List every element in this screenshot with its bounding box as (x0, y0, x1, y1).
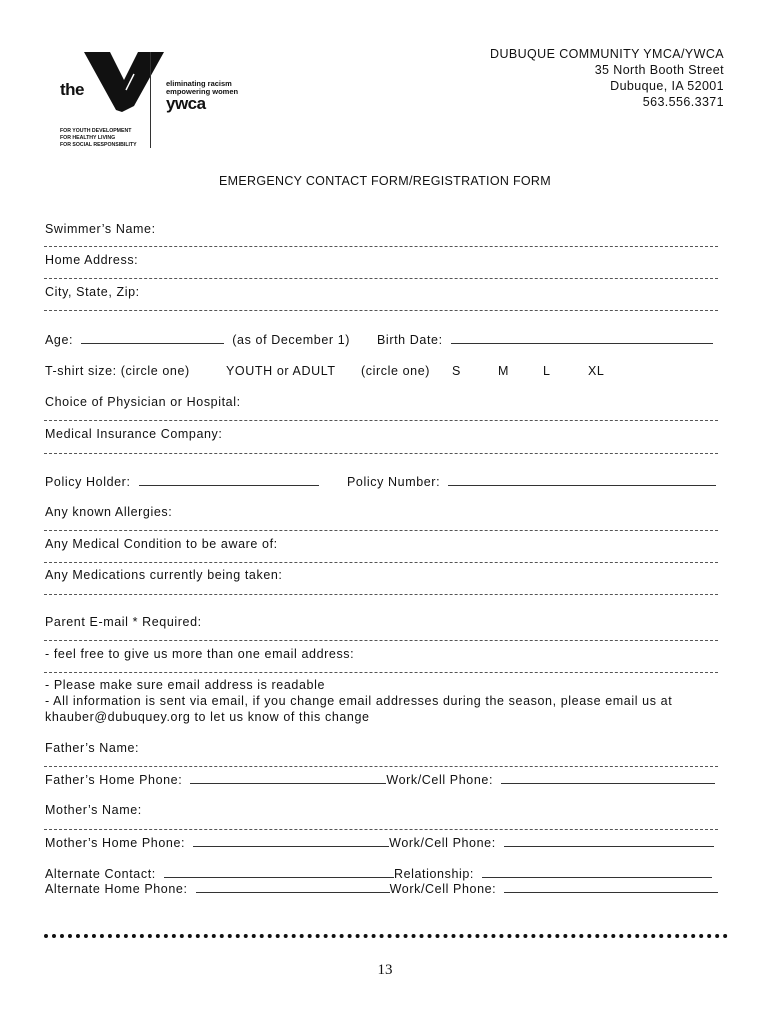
policy-number-row (347, 474, 716, 489)
alternate-phone-row (45, 881, 718, 896)
alternate-work-blank[interactable] (504, 881, 718, 893)
mothers-phone-row (45, 835, 714, 850)
mothers-name-line[interactable] (44, 829, 718, 830)
medical-condition-line[interactable] (44, 562, 718, 563)
policy-number-blank[interactable] (448, 474, 716, 486)
as-of-note: (as of December 1) (232, 333, 351, 347)
alternate-contact-row (45, 866, 712, 881)
alternate-contact-blank[interactable] (164, 866, 394, 878)
insurance-line[interactable] (44, 453, 718, 454)
mothers-work-blank[interactable] (504, 835, 714, 847)
info-contact-note: khauber@dubuquey.org to let us know of this change (45, 710, 370, 724)
org-address (490, 46, 724, 110)
policy-holder-label: Policy Holder: (45, 475, 131, 489)
mission-line-3: FOR SOCIAL RESPONSIBILITY (60, 142, 137, 148)
fathers-phone-row (45, 772, 715, 787)
alternate-phone-label: Alternate Home Phone: (45, 882, 188, 896)
size-l[interactable]: L (543, 364, 551, 378)
policy-holder-blank[interactable] (139, 474, 319, 486)
circle-one-note: (circle one) (361, 364, 431, 378)
size-xl[interactable]: XL (588, 364, 605, 378)
youth-adult-option[interactable]: YOUTH or ADULT (226, 364, 336, 378)
ywca-wordmark: ywca (166, 94, 206, 113)
mothers-phone-blank[interactable] (193, 835, 389, 847)
physician-line[interactable] (44, 420, 718, 421)
logo-divider (150, 52, 151, 148)
mothers-work-label: Work/Cell Phone: (389, 836, 496, 850)
home-address-line[interactable] (44, 278, 718, 279)
alternate-phone-blank[interactable] (196, 881, 390, 893)
size-m[interactable]: M (498, 364, 510, 378)
age-label: Age: (45, 333, 74, 347)
parent-email-label: Parent E-mail * Required: (45, 615, 202, 629)
ymca-mission (60, 128, 137, 149)
mission-line-1: FOR YOUTH DEVELOPMENT (60, 128, 132, 134)
fathers-name-line[interactable] (44, 766, 718, 767)
allergies-line[interactable] (44, 530, 718, 531)
size-s[interactable]: S (452, 364, 461, 378)
tagline-line-1: eliminating racism (166, 79, 232, 88)
swimmer-name-label: Swimmer’s Name: (45, 222, 156, 236)
logo-the-text: the (60, 80, 84, 99)
policy-holder-row (45, 474, 319, 489)
mothers-name-label: Mother’s Name: (45, 803, 142, 817)
birth-date-label: Birth Date: (377, 333, 443, 347)
relationship-blank[interactable] (482, 866, 712, 878)
org-street: 35 North Booth Street (594, 63, 724, 77)
ymca-y-icon (82, 50, 166, 114)
alternate-contact-label: Alternate Contact: (45, 867, 156, 881)
readable-note: - Please make sure email address is readable (45, 678, 325, 692)
fathers-phone-blank[interactable] (190, 772, 386, 784)
medications-label: Any Medications currently being taken: (45, 568, 283, 582)
org-city: Dubuque, IA 52001 (610, 79, 724, 93)
city-state-zip-line[interactable] (44, 310, 718, 311)
mothers-phone-label: Mother’s Home Phone: (45, 836, 186, 850)
birth-date-row (377, 332, 713, 347)
fathers-work-label: Work/Cell Phone: (386, 773, 494, 787)
tshirt-label: T-shirt size: (circle one) (45, 364, 190, 378)
medications-line[interactable] (44, 594, 718, 595)
medical-condition-label: Any Medical Condition to be aware of: (45, 537, 278, 551)
fathers-work-blank[interactable] (501, 772, 715, 784)
alternate-work-label: Work/Cell Phone: (389, 882, 497, 896)
age-blank[interactable] (81, 332, 224, 344)
fathers-name-label: Father’s Name: (45, 741, 140, 755)
info-sent-note: - All information is sent via email, if you change email addresses during the season, please email us at (45, 694, 673, 708)
allergies-label: Any known Allergies: (45, 505, 173, 519)
relationship-label: Relationship: (393, 867, 475, 881)
page-divider (44, 934, 728, 938)
mission-line-2: FOR HEALTHY LIVING (60, 135, 116, 141)
swimmer-name-line[interactable] (44, 246, 718, 247)
fathers-phone-label: Father’s Home Phone: (45, 773, 183, 787)
tagline-line-2: empowering women (166, 87, 239, 96)
parent-email-line[interactable] (44, 640, 718, 641)
more-email-note: - feel free to give us more than one email address: (45, 647, 355, 661)
more-email-line[interactable] (44, 672, 718, 673)
insurance-label: Medical Insurance Company: (45, 427, 223, 441)
form-title: EMERGENCY CONTACT FORM/REGISTRATION FORM (219, 174, 551, 188)
org-name: DUBUQUE COMMUNITY YMCA/YWCA (490, 47, 724, 61)
home-address-label: Home Address: (45, 253, 139, 267)
physician-label: Choice of Physician or Hospital: (45, 395, 241, 409)
city-state-zip-label: City, State, Zip: (45, 285, 140, 299)
birth-date-blank[interactable] (451, 332, 713, 344)
page-number: 13 (377, 962, 393, 978)
org-phone: 563.556.3371 (642, 95, 724, 109)
policy-number-label: Policy Number: (347, 475, 441, 489)
age-row (45, 332, 350, 347)
